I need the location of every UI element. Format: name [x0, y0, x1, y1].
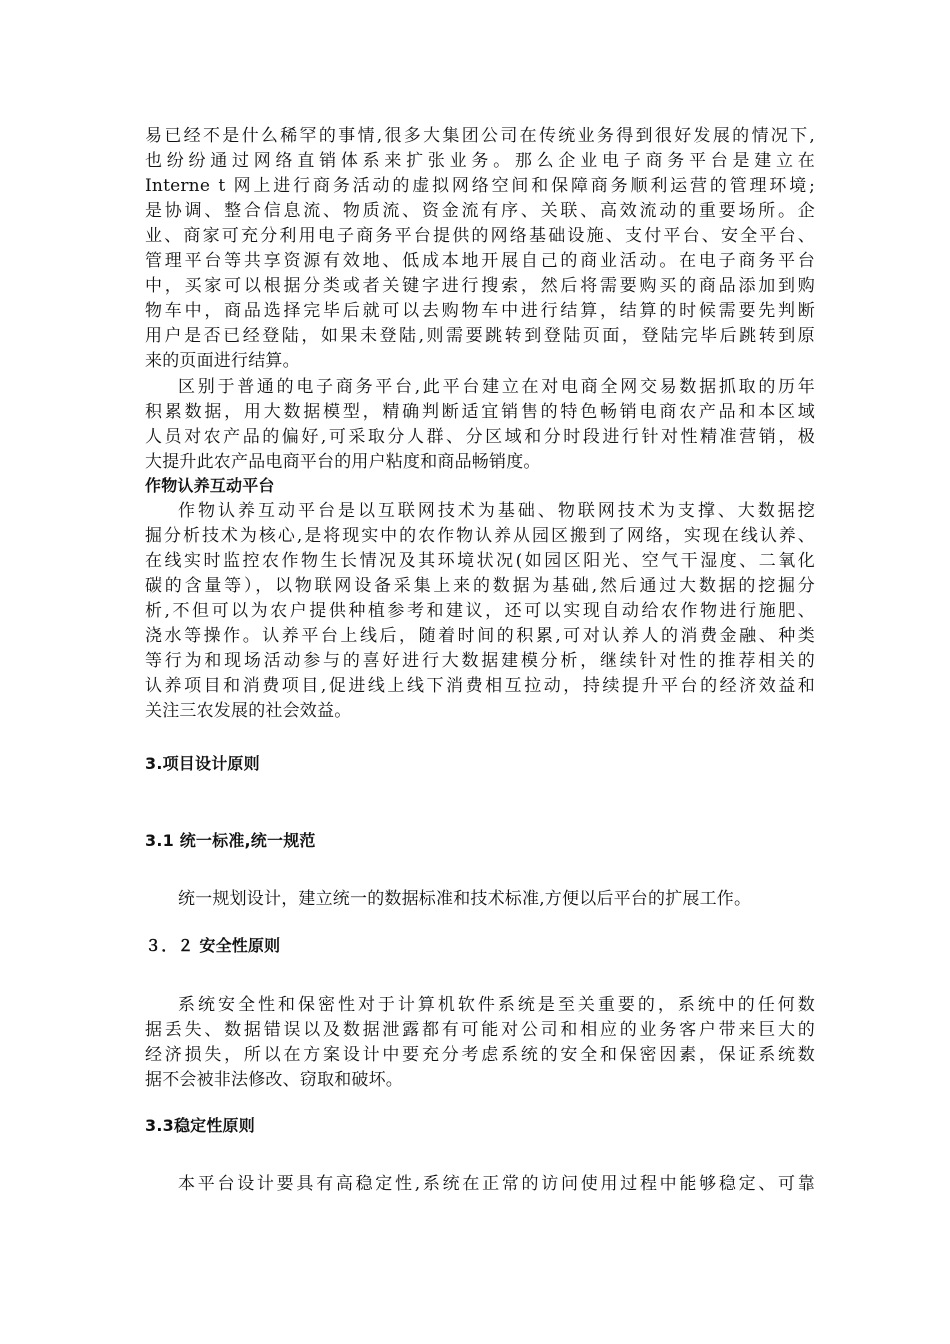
text-line: 物车中，商品选择完毕后就可以去购物车中进行结算，结算的时候需要先判断 [145, 301, 815, 321]
text-line: 人员对农产品的偏好,可采取分人群、分区域和分时段进行针对性精准营销，极 [145, 427, 815, 447]
text-line: 据丢失、数据错误以及数据泄露都有可能对公司和相应的业务客户带来巨大的 [145, 1020, 815, 1040]
text-line: 大提升此农产品电商平台的用户粘度和商品畅销度。 [145, 452, 541, 472]
section-3-3-text: 本平台设计要具有高稳定性,系统在正常的访问使用过程中能够稳定、可靠 [178, 1174, 815, 1194]
text-line: 易已经不是什么稀罕的事情,很多大集团公司在传统业务得到很好发展的情况下, [145, 126, 815, 146]
crop-platform-heading: 作物认养互动平台 [145, 476, 275, 495]
text-line: 系统安全性和保密性对于计算机软件系统是至关重要的，系统中的任何数 [178, 995, 815, 1015]
text-line: 区别于普通的电子商务平台,此平台建立在对电商全网交易数据抓取的历年 [178, 377, 815, 397]
text-line: 析,不但可以为农户提供种植参考和建议，还可以实现自动给农作物进行施肥、 [145, 601, 815, 621]
text-line: 碳的含量等），以物联网设备采集上来的数据为基础,然后通过大数据的挖掘分 [145, 576, 815, 596]
text-line: 也纷纷通过网络直销体系来扩张业务。那么企业电子商务平台是建立在 [145, 151, 815, 171]
text-line: 经济损失，所以在方案设计中要充分考虑系统的安全和保密因素，保证系统数 [145, 1045, 815, 1065]
text-line: 作物认养互动平台是以互联网技术为基础、物联网技术为支撑、大数据挖 [178, 501, 815, 521]
text-line: 等行为和现场活动参与的喜好进行大数据建模分析，继续针对性的推荐相关的 [145, 651, 815, 671]
section-3-2-title: ３．２ 安全性原则 [145, 936, 281, 955]
text-line: 认养项目和消费项目,促进线上线下消费相互拉动，持续提升平台的经济效益和 [145, 676, 815, 696]
text-line: 用户是否已经登陆，如果未登陆,则需要跳转到登陆页面，登陆完毕后跳转到原 [145, 326, 815, 346]
text-line: 来的页面进行结算。 [145, 351, 300, 371]
text-line: 中，买家可以根据分类或者关键字进行搜索，然后将需要购买的商品添加到购 [145, 276, 815, 296]
text-line: 据不会被非法修改、窃取和破坏。 [145, 1070, 403, 1090]
text-line: Interne t 网上进行商务活动的虚拟网络空间和保障商务顺利运营的管理环境; [145, 176, 815, 196]
text-line: 掘分析技术为核心,是将现实中的农作物认养从园区搬到了网络，实现在线认养、 [145, 526, 815, 546]
section-3-1-title: 3.1 统一标准,统一规范 [145, 831, 316, 850]
text-line: 关注三农发展的社会效益。 [145, 701, 352, 721]
text-line: 浇水等操作。认养平台上线后，随着时间的积累,可对认养人的消费金融、种类 [145, 626, 815, 646]
section-3-1-text: 统一规划设计，建立统一的数据标准和技术标准,方便以后平台的扩展工作。 [178, 889, 752, 909]
text-line: 是协调、整合信息流、物质流、资金流有序、关联、高效流动的重要场所。企 [145, 201, 815, 221]
section-3-title: 3.项目设计原则 [145, 754, 260, 773]
text-line: 业、商家可充分利用电子商务平台提供的网络基础设施、支付平台、安全平台、 [145, 226, 815, 246]
text-line: 积累数据，用大数据模型，精确判断适宜销售的特色畅销电商农产品和本区域 [145, 402, 815, 422]
section-3-3-title: 3.3稳定性原则 [145, 1116, 255, 1135]
text-line: 管理平台等共享资源有效地、低成本地开展自己的商业活动。在电子商务平台 [145, 251, 815, 271]
text-line: 在线实时监控农作物生长情况及其环境状况(如园区阳光、空气干湿度、二氧化 [145, 551, 815, 571]
